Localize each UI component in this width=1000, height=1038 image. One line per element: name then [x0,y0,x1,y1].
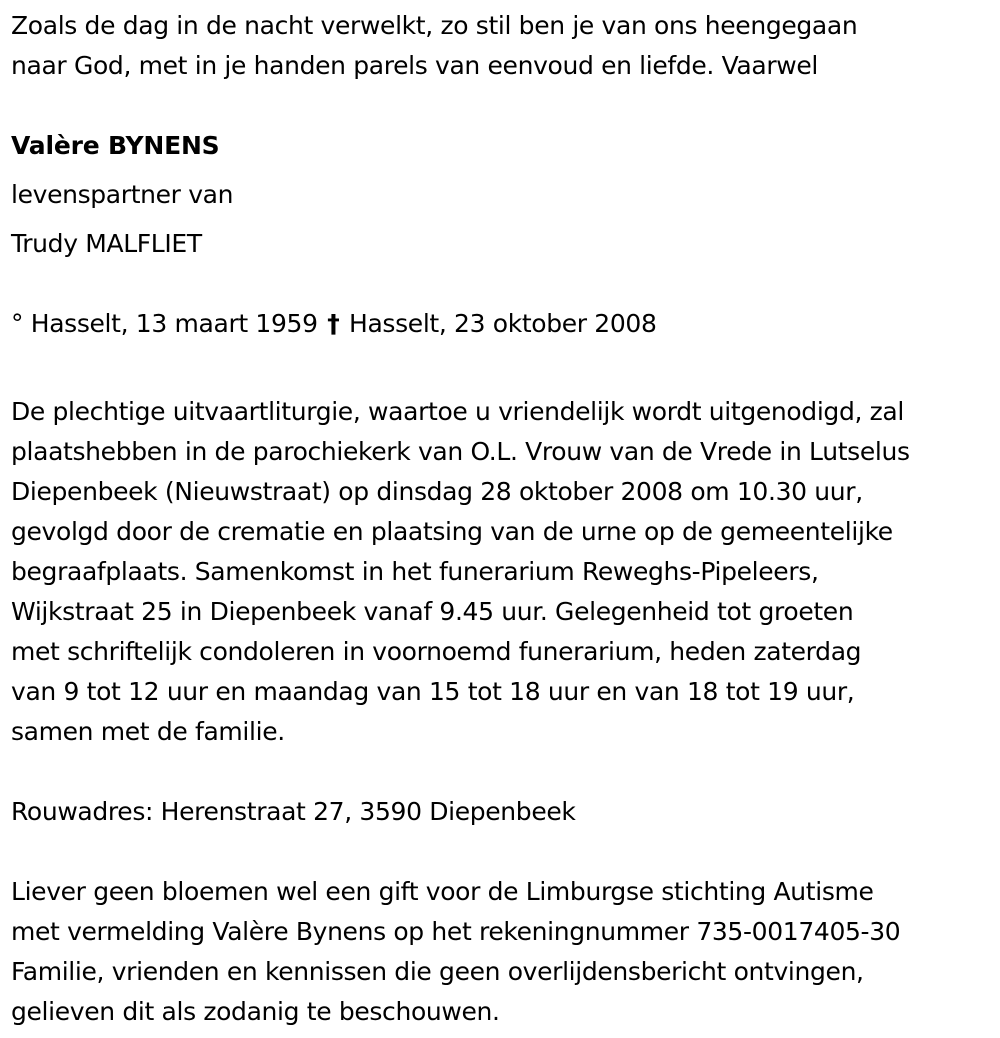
section-spacer [11,752,996,792]
section-spacer [11,344,996,384]
birth-date: ° Hasselt, 13 maart 1959 [11,309,318,338]
funeral-line: met schriftelijk condoleren in voornoemd funerarium, heden zaterdag [11,637,862,666]
section-spacer [11,86,996,126]
funeral-line: begraafplaats. Samenkomst in het funerarium Reweghs-Pipeleers, [11,557,819,586]
funeral-line: samen met de familie. [11,717,285,746]
relation-label: levenspartner van [11,180,234,209]
closing-line: Familie, vrienden en kennissen die geen overlijdensbericht ontvingen, [11,957,864,986]
funeral-line: De plechtige uitvaartliturgie, waartoe u vriendelijk wordt uitgenodigd, zal [11,397,904,426]
funeral-block [11,392,996,752]
funeral-line: Diepenbeek (Nieuwstraat) op dinsdag 28 oktober 2008 om 10.30 uur, [11,477,863,506]
closing-line: gelieven dit als zodanig te beschouwen. [11,997,500,1026]
deceased-name: Valère BYNENS [11,131,220,160]
funeral-line: van 9 tot 12 uur en maandag van 15 tot 18 uur en van 18 tot 19 uur, [11,677,855,706]
line-spacer [11,384,996,392]
poem-block [11,6,996,86]
section-spacer [11,264,996,304]
partner-name: Trudy MALFLIET [11,229,202,258]
section-spacer [11,832,996,872]
closing-line: met vermelding Valère Bynens op het rekeningnummer 735-0017405-30 [11,917,901,946]
closing-block [11,872,996,1032]
line-spacer [11,166,996,175]
cross-icon: † [327,309,340,338]
death-notice [11,6,996,1032]
poem-line-2: naar God, met in je handen parels van eenvoud en liefde. Vaarwel [11,51,819,80]
funeral-line: gevolgd door de crematie en plaatsing van de urne op de gemeentelijke [11,517,893,546]
life-dates [11,304,996,344]
funeral-line: Wijkstraat 25 in Diepenbeek vanaf 9.45 uur. Gelegenheid tot groeten [11,597,854,626]
line-spacer [11,215,996,224]
mourning-address: Rouwadres: Herenstraat 27, 3590 Diepenbeek [11,797,576,826]
death-date: Hasselt, 23 oktober 2008 [349,309,657,338]
closing-line: Liever geen bloemen wel een gift voor de Limburgse stichting Autisme [11,877,874,906]
deceased-block [11,126,996,264]
funeral-line: plaatshebben in de parochiekerk van O.L. Vrouw van de Vrede in Lutselus [11,437,910,466]
poem-line-1: Zoals de dag in de nacht verwelkt, zo stil ben je van ons heengegaan [11,11,858,40]
